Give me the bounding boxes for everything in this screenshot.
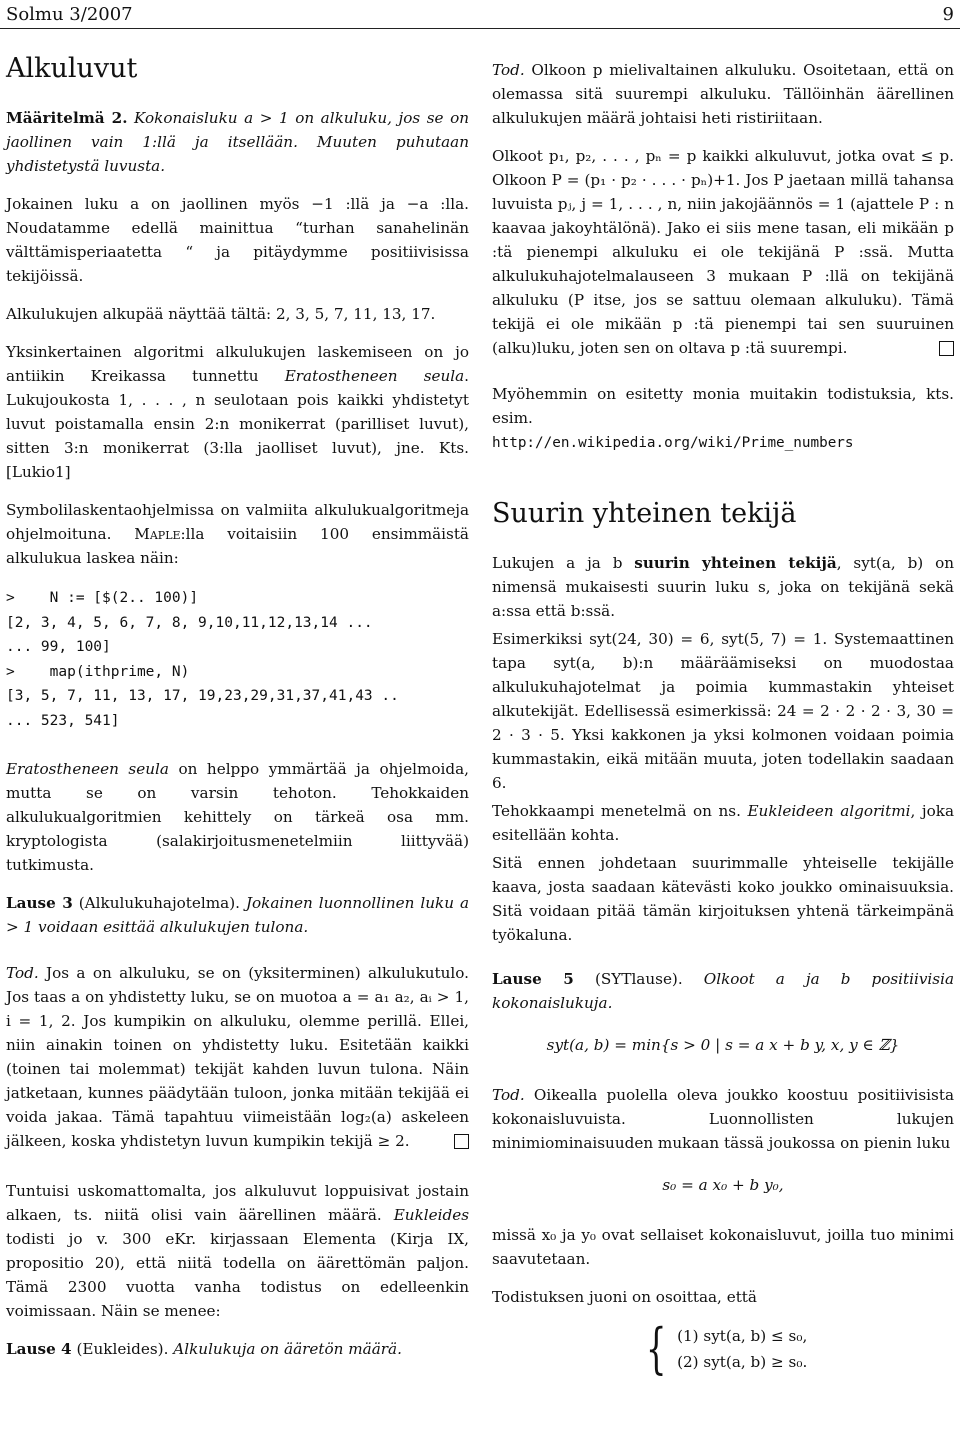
paragraph-divisibility: Jokainen luku a on jaollinen myös −1 :llä ja −a :lla. Noudatamme edellä mainittua “turhan sanahelinän välttämisperiaatetta “ ja pitäydymme positiivisissa tekijöissä. bbox=[6, 195, 469, 285]
definition-label: Määritelmä 2. bbox=[6, 109, 128, 127]
definition-2 bbox=[6, 106, 469, 178]
paragraph-syt-formula-intro: Sitä ennen johdetaan suurimmalle yhteiselle tekijälle kaava, josta saadaan kätevästi koko joukko ominaisuuksia. Sitä voidaan pitää tämän kirjoituksen yhtenä tärkeimpänä työkaluna. bbox=[492, 854, 954, 944]
equation-s0: s₀ = a x₀ + b y₀, bbox=[662, 1176, 784, 1194]
maple-code-block: > N := [$(2.. 100)] [2, 3, 4, 5, 6, 7, 8, 9,10,11,12,13,14 ... ... 99, 100] > map(ithprime, N) [3, 5, 7, 11, 13, 17, 19,23,29,31,37,41,43 .. ... 523, 541] bbox=[6, 590, 399, 729]
qed-square-icon bbox=[939, 341, 954, 356]
wikipedia-link[interactable]: http://en.wikipedia.org/wiki/Prime_numbers bbox=[492, 435, 854, 451]
paragraph-other-proofs: Myöhemmin on esitetty monia muitakin todistuksia, kts. esim. http://en.wikipedia.org/wiki/Prime_numbers bbox=[492, 385, 954, 451]
qed-square-icon bbox=[454, 1134, 469, 1149]
proof-theorem-5: Tod. Oikealla puolella oleva joukko koostuu positiivisista kokonaisluvuista. Luonnollisten lukujen minimiominaisuuden mukaan tässä joukossa on pienin luku bbox=[492, 1086, 954, 1152]
case-2: (2) syt(a, b) ≥ s₀. bbox=[677, 1353, 808, 1371]
cases-inequalities bbox=[492, 1317, 954, 1380]
paragraph-syt-example: Esimerkiksi syt(24, 30) = 6, syt(5, 7) = 1. Systemaattinen tapa syt(a, b):n määräämiseksi on muodostaa alkulukuhajotelmat ja poimia kummastakin yhteiset alkutekijät. Edellisessä esimerkissä: 24 = 2 · 2 · 2 · 3, 30 = 2 · 3 · 5. Yksi kakkonen ja yksi kolmonen voidaan poimia kummastakin, eikä mitään muuta, joten todellakin saadaan 6. bbox=[492, 630, 954, 792]
paragraph-proof-plan: Todistuksen juoni on osoittaa, että bbox=[492, 1288, 757, 1306]
theorem-5: Lause 5 (SYTlause). Olkoot a ja b positiivisia kokonaislukuja. bbox=[492, 970, 954, 1012]
definition-text: Kokonaisluku a > 1 on alkuluku, jos se on jaollinen vain 1:llä ja itsellään. Muuten puhutaan yhdistetystä luvusta. bbox=[6, 109, 469, 175]
theorem-3: Lause 3 (Alkulukuhajotelma). Jokainen luonnollinen luku a > 1 voidaan esittää alkulukujen tulona. bbox=[6, 894, 470, 936]
paragraph-maple: Symbolilaskentaohjelmissa on valmiita alkulukualgoritmeja ohjelmoituna. Maple:lla voitaisiin 100 ensimmäistä alkulukua laskea näin: bbox=[6, 501, 469, 567]
equation-syt-min: syt(a, b) = min{s > 0 | s = a x + b y, x, y ∈ ℤ} bbox=[546, 1036, 900, 1054]
right-column bbox=[492, 40, 954, 1385]
theorem-4: Lause 4 (Eukleides). Alkulukuja on ääretön määrä. bbox=[6, 1340, 402, 1358]
paragraph-minimum: missä x₀ ja y₀ ovat sellaiset kokonaisluvut, joilla tuo minimi saavutetaan. bbox=[492, 1226, 954, 1268]
proof-theorem-4-intro: Tod. Olkoon p mielivaltainen alkuluku. Osoitetaan, että on olemassa sitä suurempi alkuluku. Tällöinhän äärellinen alkulukujen määrä johtaisi heti ristiriitaan. bbox=[492, 61, 954, 127]
paragraph-first-primes: Alkulukujen alkupää näyttää tältä: 2, 3, 5, 7, 11, 13, 17. bbox=[6, 305, 436, 323]
paragraph-syt-definition: Lukujen a ja b suurin yhteinen tekijä, syt(a, b) on nimensä mukaisesti suurin luku s, joka on tekijänä sekä a:ssa että b:ssä. bbox=[492, 554, 955, 620]
header-rule bbox=[0, 28, 960, 29]
journal-issue: Solmu 3/2007 bbox=[6, 4, 133, 25]
paragraph-sieve: Yksinkertainen algoritmi alkulukujen laskemiseen on jo antiikin Kreikassa tunnettu Eratostheneen seula. Lukujoukosta 1, . . . , n seulotaan pois kaikki yhdistetyt luvut poistamalla ensin 2:n monikerrat (parilliset luvut), sitten 3:n monikerrat (3:lla jaolliset luvut), jne. Kts. [Lukio1] bbox=[6, 343, 469, 481]
section-title-alkuluvut: Alkuluvut bbox=[6, 53, 138, 84]
case-1: (1) syt(a, b) ≤ s₀, bbox=[677, 1327, 808, 1345]
paragraph-eukleides: Tuntuisi uskomattomalta, jos alkuluvut loppuisivat jostain alkaen, ts. niitä olisi vain äärellinen määrä. Eukleides todisti jo v. 300 eKr. kirjassaan Elementa (Kirja IX, propositio 20), että niitä todella on äärettömän paljon. Tämä 2300 vuotta vanha todistus on edelleenkin voimissaan. Näin se menee: bbox=[6, 1182, 469, 1320]
left-brace: { bbox=[645, 1317, 667, 1380]
proof-theorem-3: Tod. Jos a on alkuluku, se on (yksiterminen) alkulukutulo. Jos taas a on yhdistetty luku, se on muotoa a = a₁ a₂, aᵢ > 1, i = 1, 2. Jos kumpikin on alkuluku, olemme perillä. Ellei, niin ainakin toinen on yhdistetty luku. Esitetään kaikki (toinen tai molemmat) tekijät kahden luvun tulona. Näin jatketaan, kunnes päädytään tuloon, jonka mitään tekijää ei voida jakaa. Tämä tapahtuu viimeistään log₂(a) askeleen jälkeen, koska yhdistetyn luvun kumpikin tekijä ≥ 2. bbox=[6, 964, 469, 1150]
section-title-syt: Suurin yhteinen tekijä bbox=[492, 498, 797, 529]
left-column bbox=[6, 40, 469, 1375]
page-number: 9 bbox=[942, 4, 954, 25]
paragraph-euclid-algorithm: Tehokkaampi menetelmä on ns. Eukleideen algoritmi, joka esitellään kohta. bbox=[492, 802, 955, 844]
page-header bbox=[0, 0, 960, 30]
proof-theorem-4-body: Olkoot p₁, p₂, . . . , pₙ = p kaikki alkuluvut, jotka ovat ≤ p. Olkoon P = (p₁ · p₂ · . . . · pₙ)+1. Jos P jaetaan millä tahansa luvuista pⱼ, j = 1, . . . , n, niin jakojäännös = 1 (ajattele P : n kaavaa jakoyhtälönä). Jako ei siis mene tasan, eli mikään p :tä pienempi alkuluku ei ole tekijänä P :ssä. Mutta alkulukuhajotelmalauseen 3 mukaan P :llä on tekijänä alkuluku (P itse, jos se sattuu olemaan alkuluku). Tämä tekijä ei ole mikään p :tä pienempi tai sen suuruinen (alku)luku, joten sen on oltava p :tä suurempi. bbox=[492, 147, 954, 357]
paragraph-sieve-efficiency: Eratostheneen seula on helppo ymmärtää ja ohjelmoida, mutta se on varsin tehoton. Tehokkaiden alkulukualgoritmien kehittely on tärkeä osa mm. kryptologista (salakirjoitusmenetelmiin liittyvää) tutkimusta. bbox=[6, 760, 469, 874]
